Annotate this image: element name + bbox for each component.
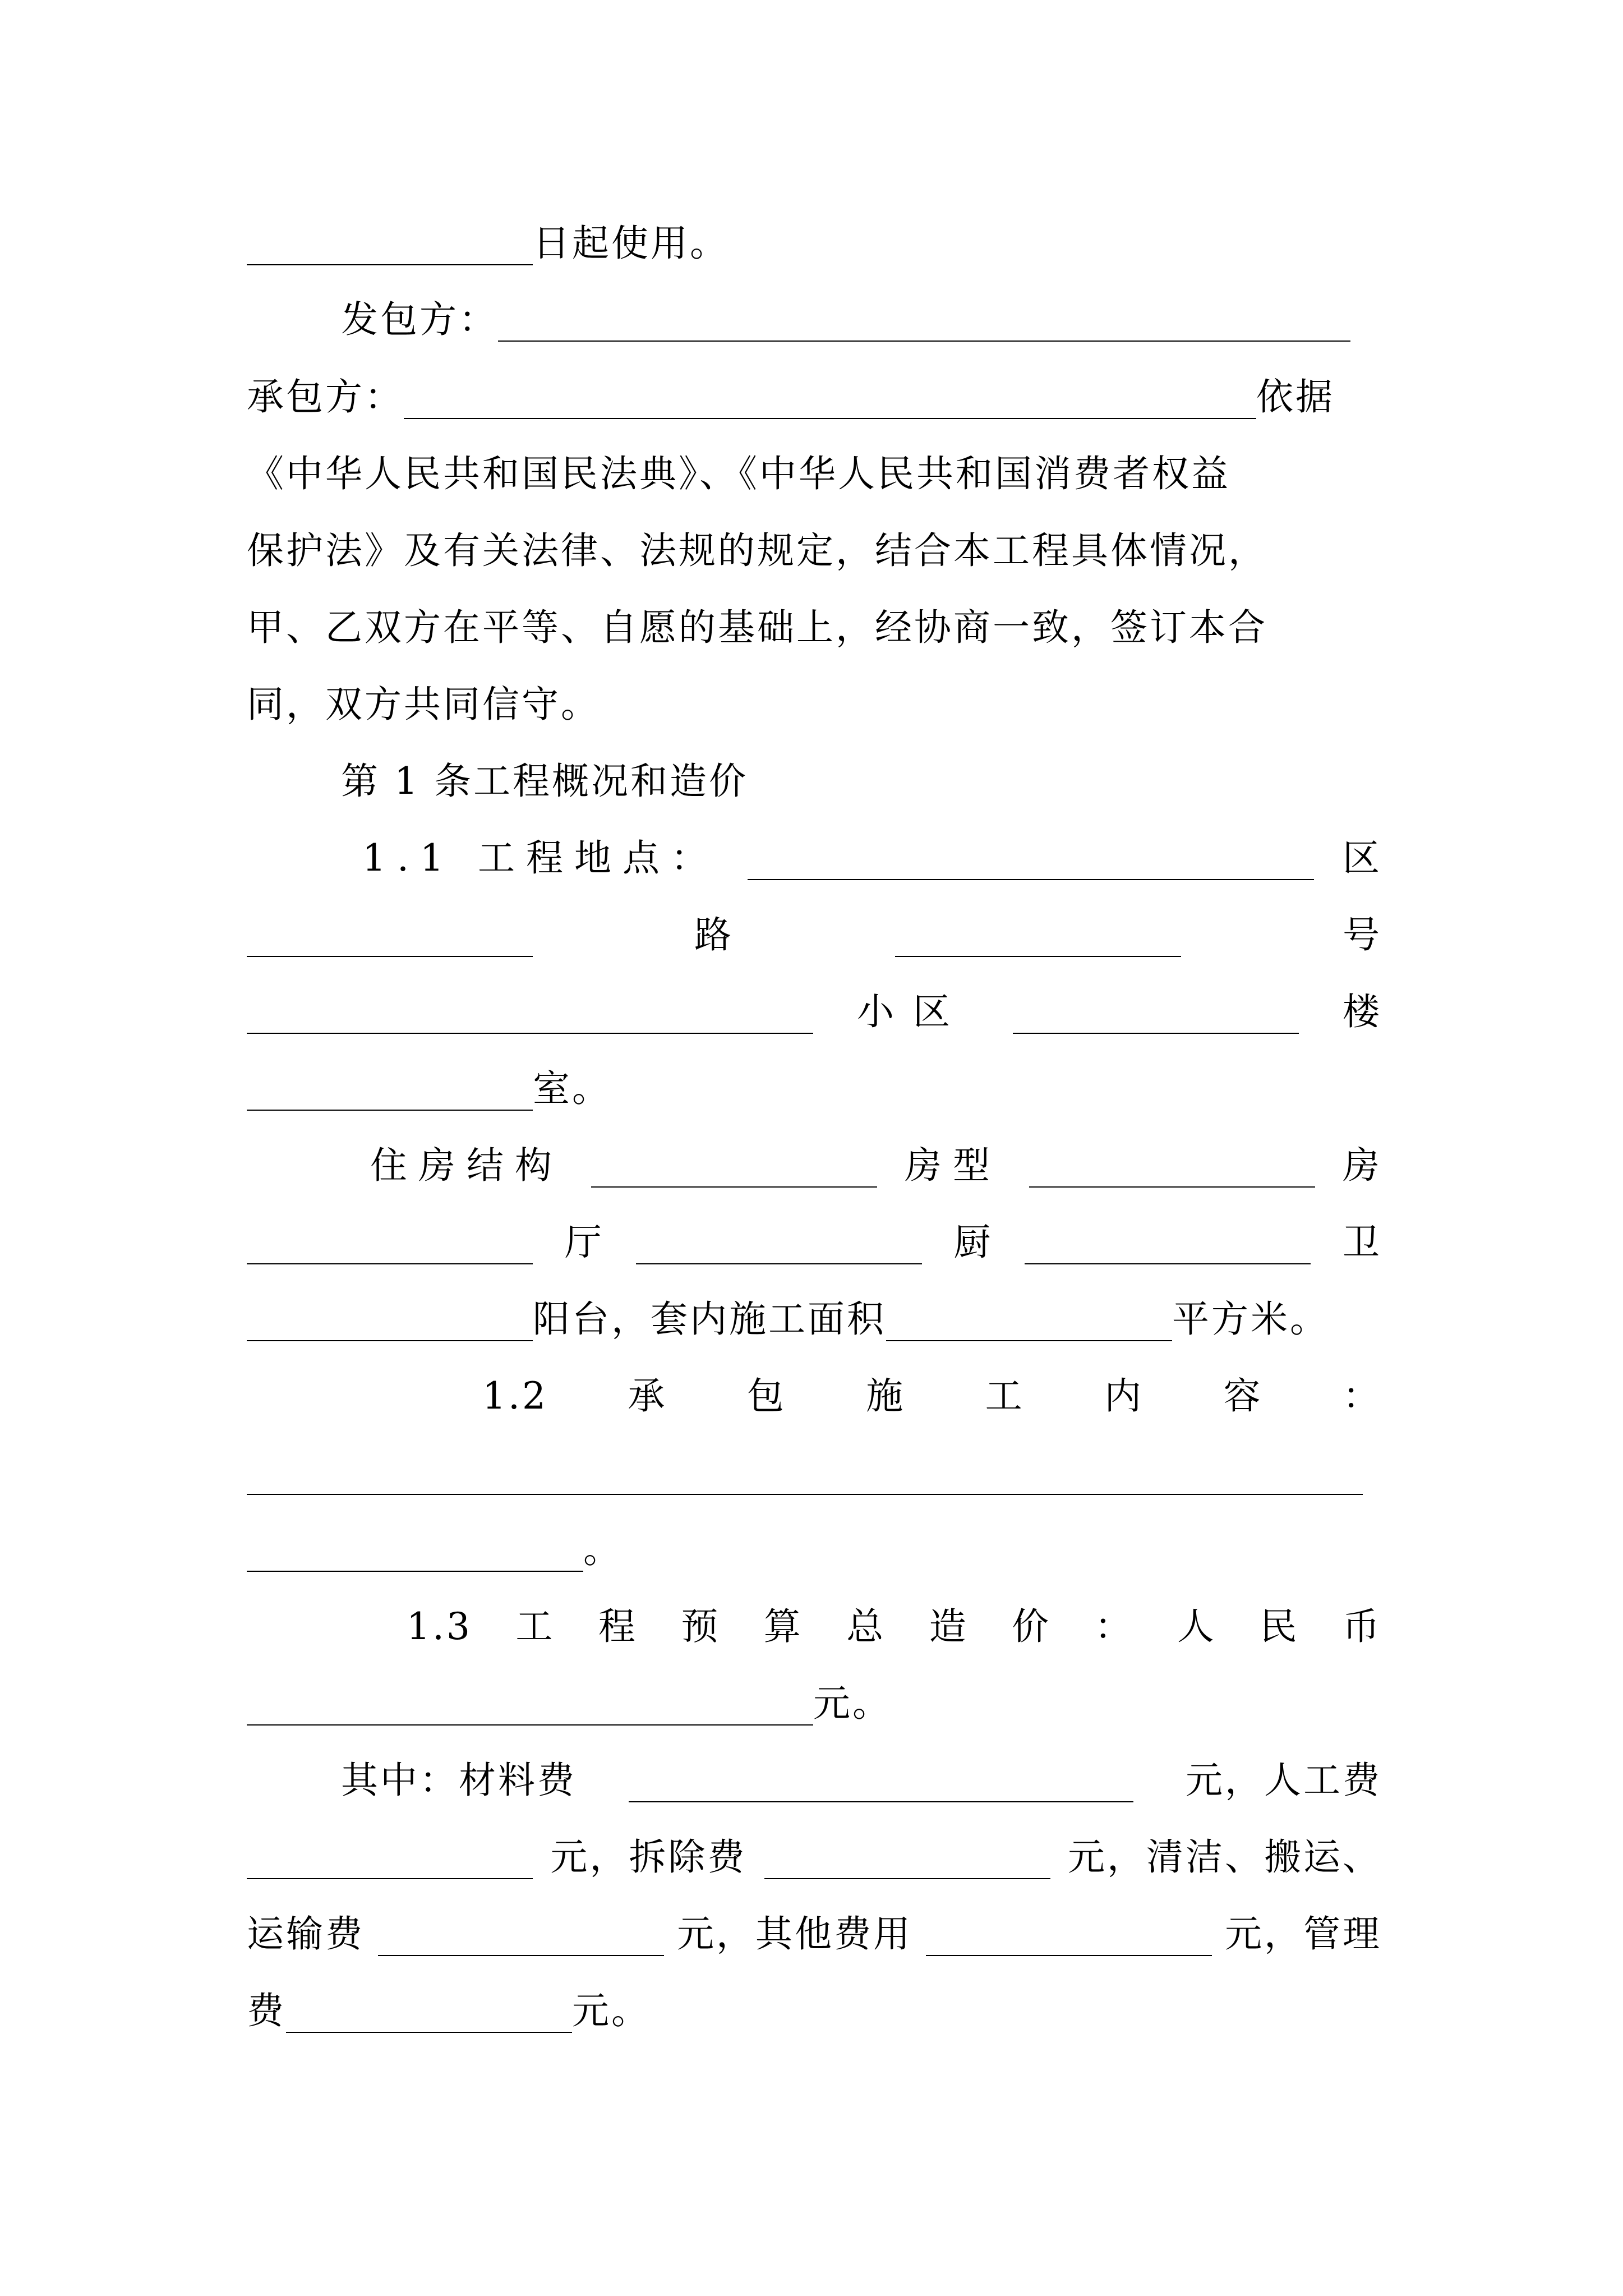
fill-in-blank[interactable] [886,1306,1172,1341]
label-employer: 发包方： [341,298,498,341]
text-segment: 造 [929,1605,969,1648]
paragraph-line [247,1901,1382,1968]
fill-in-blank[interactable] [748,845,1314,880]
text-segment: 依据 [1256,375,1335,418]
fill-in-blank[interactable] [247,231,533,265]
section-heading [341,748,1382,815]
fill-in-blank[interactable] [764,1844,1050,1879]
text-segment: 其中：材料费 [341,1759,577,1802]
paragraph-line [247,1286,1382,1353]
paragraph-line [247,517,1382,585]
text-segment: 厅 [564,1221,604,1264]
paragraph-line [247,364,1382,431]
fill-in-blank[interactable] [286,1998,572,2033]
fill-in-blank[interactable] [247,1691,813,1726]
text-segment: 容 [1223,1374,1263,1418]
paragraph-line [247,901,1382,969]
paragraph-line [407,1593,1382,1660]
text-segment: 元。 [572,1989,651,2032]
text-segment: 路 [694,913,734,956]
text-segment: 民 [1260,1605,1299,1648]
text-segment: 人 [1177,1605,1217,1648]
text-segment: 元，管理 [1225,1912,1382,1955]
text-segment: 预 [681,1605,721,1648]
fill-in-blank[interactable] [378,1921,664,1956]
text-segment: ： [1094,1605,1134,1648]
fill-in-blank[interactable] [247,999,813,1034]
clause-label: 1.1 工程地点： [362,836,719,880]
text-segment: 号 [1343,913,1382,956]
fill-in-blank[interactable] [1025,1230,1311,1264]
text-segment: 元。 [813,1682,892,1725]
article-title: 第 1 条工程概况和造价 [341,760,748,803]
label-contractor: 承包方： [247,375,404,418]
text-segment: 工 [515,1605,555,1648]
text-segment: 费 [247,1989,286,2032]
paragraph-line [247,1977,1382,2045]
text-segment: 程 [598,1605,638,1648]
fill-in-blank[interactable] [591,1153,877,1188]
fill-in-blank[interactable] [926,1921,1212,1956]
text-segment: 《中华人民共和国民法典》、《中华人民共和国消费者权益 [247,452,1230,495]
text-segment: 元，人工费 [1186,1759,1382,1802]
text-segment: 小区 [857,990,969,1033]
fill-in-blank[interactable] [629,1768,1133,1802]
text-segment: 元，清洁、搬运、 [1067,1835,1382,1879]
text-segment: 日起使用。 [533,222,729,265]
text-segment: 楼 [1343,990,1382,1033]
text-segment: 室。 [533,1067,611,1110]
clause-number: 1.3 [407,1605,472,1648]
fill-in-blank[interactable] [636,1230,922,1264]
text-segment: 价 [1012,1605,1052,1648]
paragraph-line [247,1824,1382,1891]
text-segment: 包 [746,1374,786,1418]
paragraph-line [247,1209,1382,1276]
paragraph-line [341,1747,1382,1814]
fill-in-blank[interactable] [247,922,533,957]
text-segment: 厨 [953,1221,993,1264]
text-segment: 运输费 [247,1912,365,1955]
text-segment: 内 [1104,1374,1144,1418]
text-segment: 平方米。 [1172,1297,1329,1341]
text-segment: ： [1342,1374,1382,1418]
paragraph-line [247,978,1382,1046]
fill-in-blank[interactable] [1029,1153,1315,1188]
text-segment: 元，其他费用 [677,1912,912,1955]
fill-in-blank[interactable] [247,1306,533,1341]
fill-in-blank[interactable] [1013,999,1299,1034]
fill-in-blank[interactable] [895,922,1181,957]
text-segment: 区 [1342,836,1382,880]
paragraph-line [247,1670,1382,1737]
text-segment: 施 [866,1374,906,1418]
text-segment: 阳台，套内施工面积 [533,1297,886,1341]
paragraph-line [247,210,1382,277]
paragraph-line [482,1363,1382,1430]
fill-in-blank[interactable] [247,1230,533,1264]
text-segment: 甲、乙双方在平等、自愿的基础上，经协商一致，签订本合 [247,606,1267,649]
text-segment: 总 [846,1605,886,1648]
fill-in-blank[interactable] [247,1076,533,1111]
paragraph-line [341,286,1382,353]
text-segment: 元，拆除费 [550,1835,747,1879]
text-segment: 同，双方共同信守。 [247,683,600,726]
text-segment: 币 [1342,1605,1382,1648]
text-segment: 保护法》及有关法律、法规的规定，结合本工程具体情况， [247,529,1267,572]
fill-in-blank[interactable] [404,384,1256,419]
text-segment: 卫 [1342,1221,1382,1264]
fill-in-blank[interactable] [247,1844,533,1879]
paragraph-line [247,594,1382,661]
text-segment: 房型 [905,1144,1001,1187]
paragraph-line [362,825,1382,892]
paragraph-line [247,440,1382,508]
text-segment: 房 [1343,1144,1382,1187]
paragraph-line [247,1439,1382,1507]
text-segment: 算 [763,1605,803,1648]
clause-number: 1.2 [482,1374,548,1418]
fill-in-blank[interactable] [247,1460,1363,1495]
fill-in-blank[interactable] [498,307,1350,342]
text-segment: 工 [985,1374,1025,1418]
paragraph-line [370,1132,1382,1199]
paragraph-line [247,671,1382,738]
fill-in-blank[interactable] [247,1537,583,1572]
text-segment: 。 [583,1528,623,1571]
text-segment: 住房结构 [370,1144,563,1187]
paragraph-line [247,1516,1382,1584]
paragraph-line [247,1055,1382,1122]
text-segment: 承 [628,1374,667,1418]
